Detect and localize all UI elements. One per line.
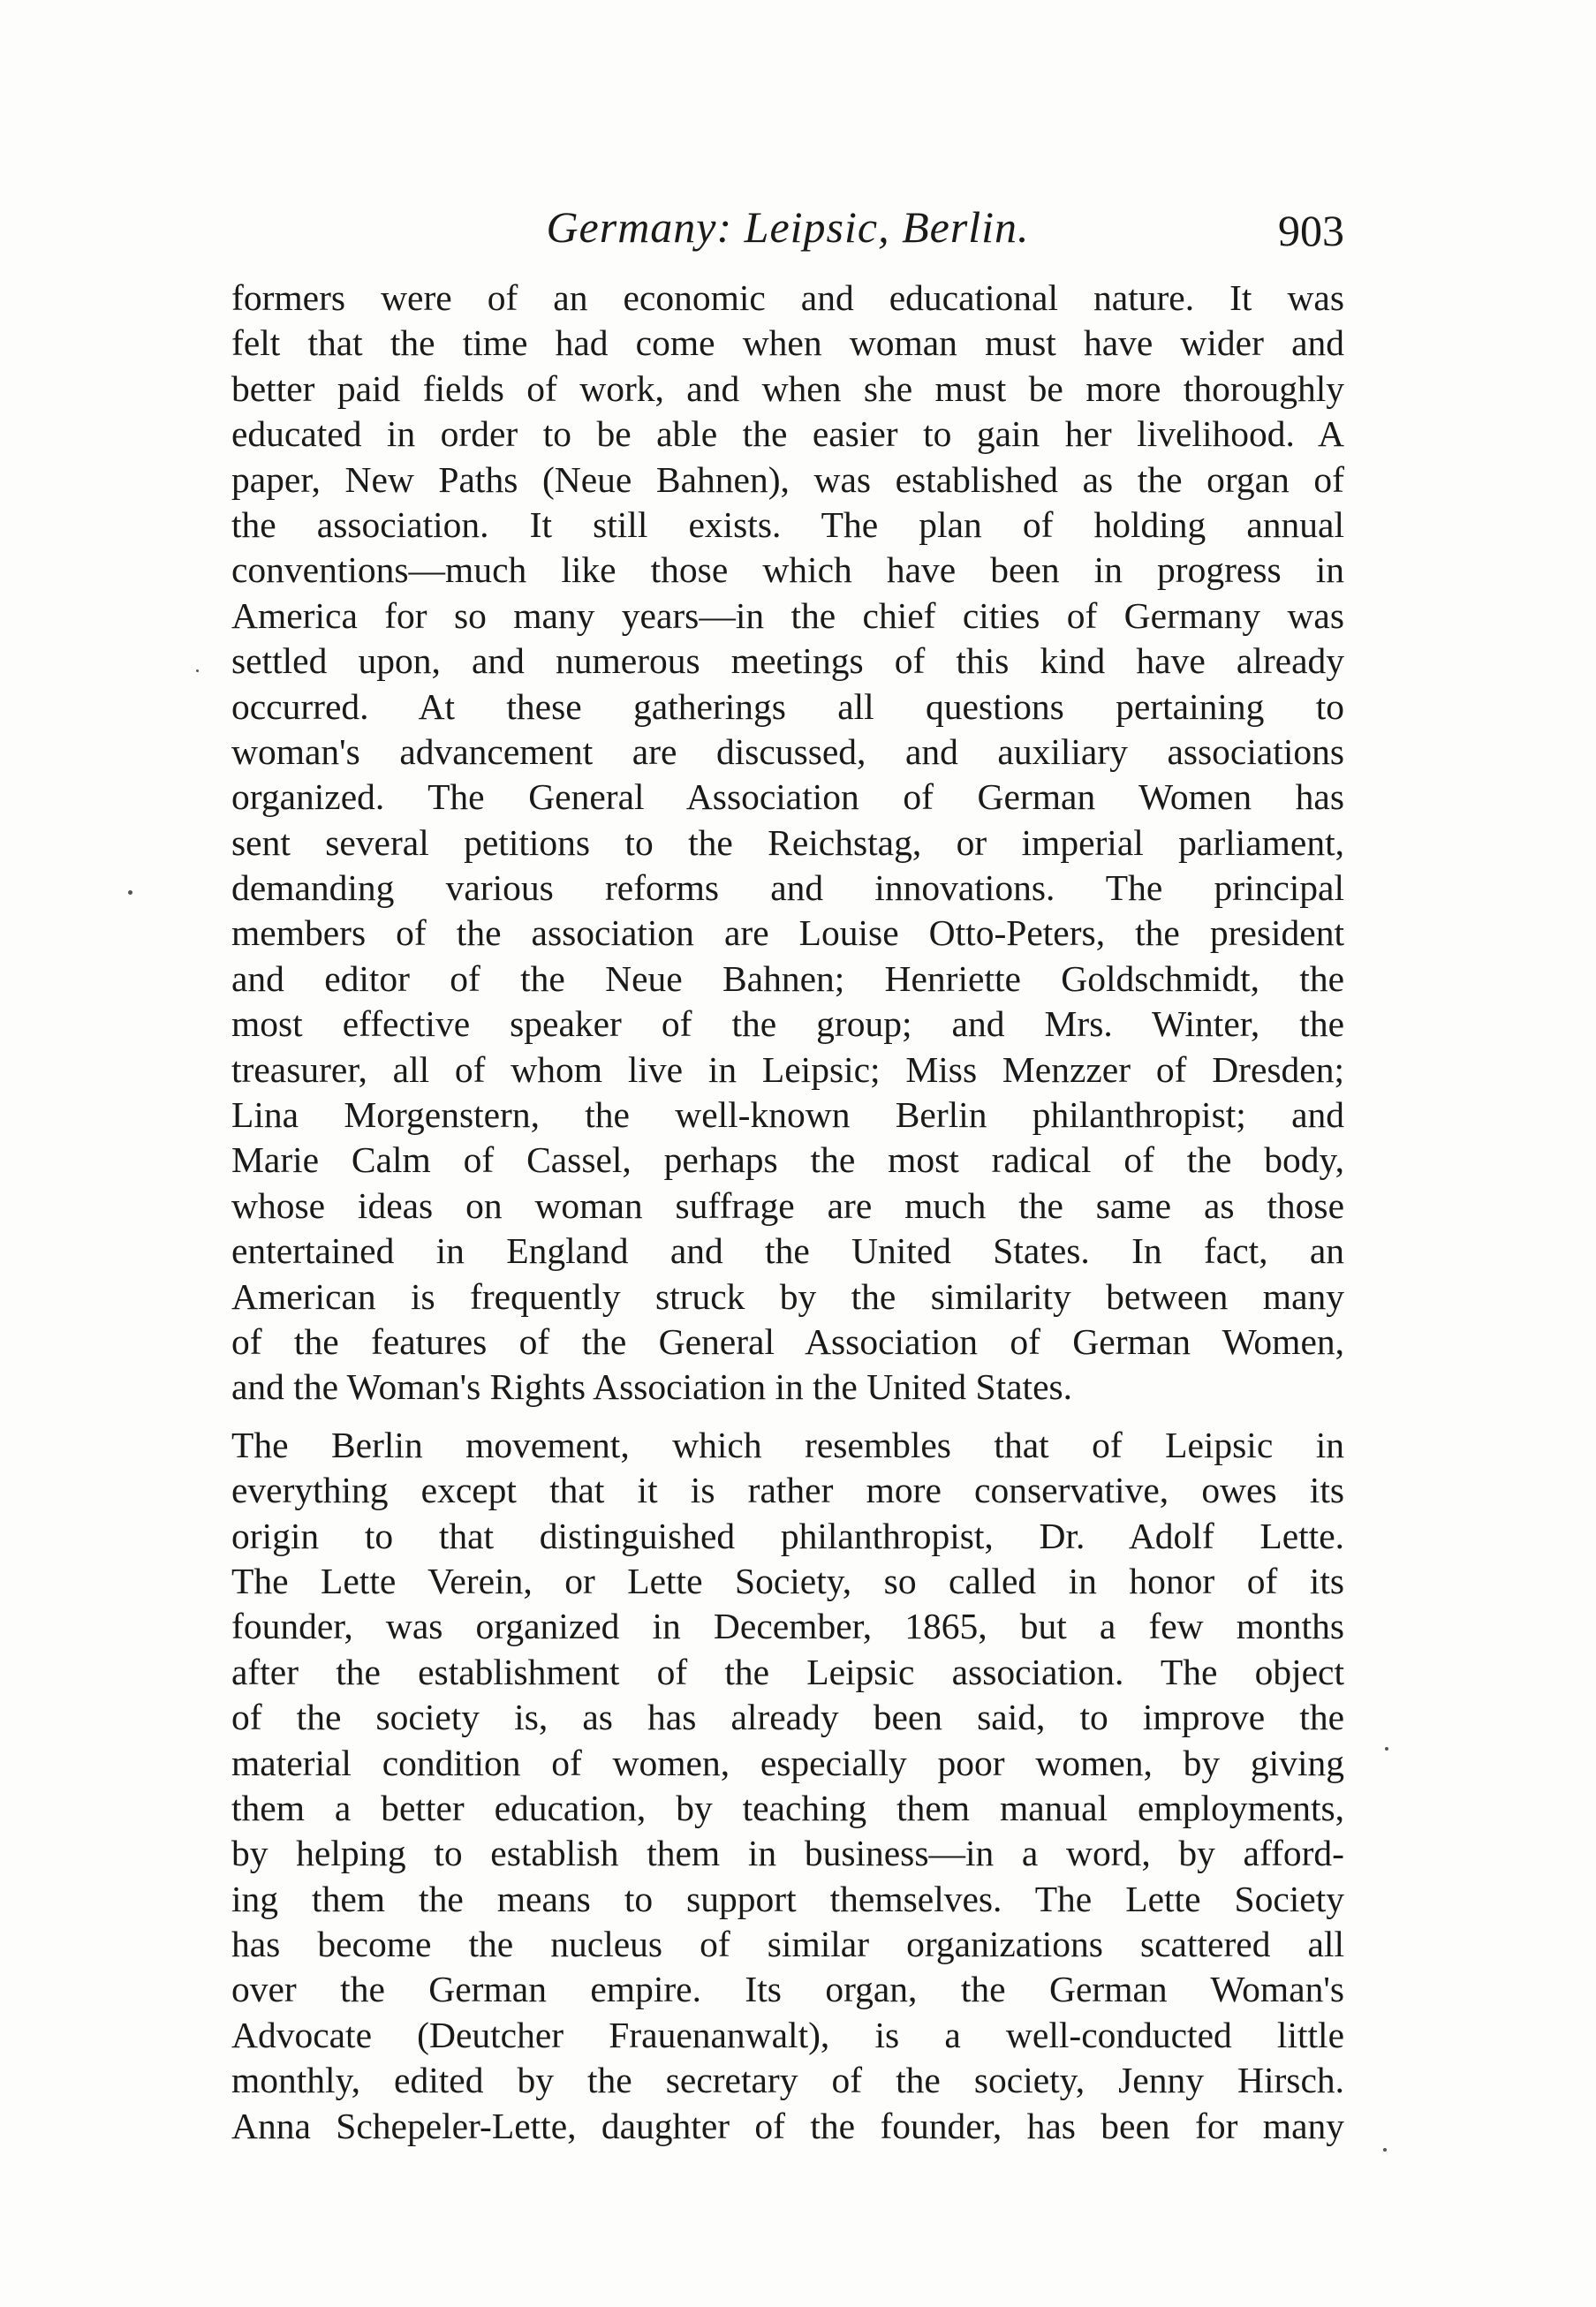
text-line: educated in order to be able the easier to gain her livelihood. A [231, 413, 1344, 455]
text-line: entertained in England and the United States. In fact, an [231, 1230, 1344, 1272]
paragraph-2 [231, 1423, 1344, 2149]
text-line: after the establishment of the Leipsic association. The object [231, 1651, 1344, 1692]
text-line: conventions—much like those which have been in progress in [231, 549, 1344, 591]
text-line: members of the association are Louise Otto-Peters, the president [231, 912, 1344, 954]
text-line: sent several petitions to the Reichstag, or imperial parliament, [231, 821, 1344, 863]
running-head [231, 196, 1344, 258]
text-line: demanding various reforms and innovations. The principal [231, 867, 1344, 909]
text-line: America for so many years—in the chief cities of Germany was [231, 594, 1344, 636]
text-line: over the German empire. Its organ, the German Woman's [231, 1969, 1344, 2010]
text-line: has become the nucleus of similar organizations scattered all [231, 1924, 1344, 1965]
page-number: 903 [1278, 206, 1344, 255]
text-line: of the features of the General Association of German Women, [231, 1320, 1344, 1362]
page-speck [1385, 1747, 1388, 1751]
text-line: by helping to establish them in business—in a word, by afford- [231, 1833, 1344, 1874]
text-line: the association. It still exists. The plan of holding annual [231, 503, 1344, 545]
text-line: of the society is, as has already been said, to improve the [231, 1697, 1344, 1738]
text-line: founder, was organized in December, 1865, but a few months [231, 1606, 1344, 1647]
text-line: The Berlin movement, which resembles that of Leipsic in [231, 1424, 1344, 1465]
text-line: treasurer, all of whom live in Leipsic; Miss Menzzer of Dresden; [231, 1048, 1344, 1090]
page-speck [1383, 2148, 1387, 2152]
text-line: origin to that distinguished philanthropist, Dr. Adolf Lette. [231, 1515, 1344, 1556]
text-line: better paid fields of work, and when she must be more thoroughly [231, 367, 1344, 409]
text-line: whose ideas on woman suffrage are much the same as those [231, 1184, 1344, 1226]
paragraph-gap [231, 1411, 1344, 1423]
text-line: monthly, edited by the secretary of the society, Jenny Hirsch. [231, 2060, 1344, 2101]
text-line: most effective speaker of the group; and Mrs. Winter, the [231, 1003, 1344, 1045]
page-speck [128, 890, 132, 895]
text-line: ing them the means to support themselves. The Lette Society [231, 1878, 1344, 1919]
paragraph-1 [231, 276, 1344, 1411]
text-line: formers were of an economic and educational nature. It was [231, 277, 1344, 318]
text-line: felt that the time had come when woman must have wider and [231, 322, 1344, 364]
text-line: Anna Schepeler-Lette, daughter of the founder, has been for many [231, 2105, 1344, 2146]
text-line: Lina Morgenstern, the well-known Berlin philanthropist; and [231, 1094, 1344, 1136]
text-line: settled upon, and numerous meetings of this kind have already [231, 640, 1344, 682]
text-line: organized. The General Association of German Women has [231, 776, 1344, 818]
text-line: and editor of the Neue Bahnen; Henriette Goldschmidt, the [231, 957, 1344, 999]
text-line: and the Woman's Rights Association in the United States. [231, 1366, 1073, 1408]
text-line: occurred. At these gatherings all questions pertaining to [231, 685, 1344, 727]
text-line: American is frequently struck by the similarity between many [231, 1275, 1344, 1317]
text-line: Marie Calm of Cassel, perhaps the most radical of the body, [231, 1139, 1344, 1181]
text-line: material condition of women, especially poor women, by giving [231, 1742, 1344, 1783]
running-title: Germany: Leipsic, Berlin. [546, 202, 1030, 252]
text-line: woman's advancement are discussed, and auxiliary associations [231, 730, 1344, 772]
text-line: The Lette Verein, or Lette Society, so called in honor of its [231, 1560, 1344, 1601]
text-line: them a better education, by teaching them manual employments, [231, 1787, 1344, 1828]
body-text [231, 276, 1344, 2149]
text-line: everything except that it is rather more conservative, owes its [231, 1470, 1344, 1511]
text-line: Advocate (Deutcher Frauenanwalt), is a well-conducted little [231, 2014, 1344, 2055]
page-speck [196, 669, 199, 672]
text-line: paper, New Paths (Neue Bahnen), was established as the organ of [231, 458, 1344, 500]
